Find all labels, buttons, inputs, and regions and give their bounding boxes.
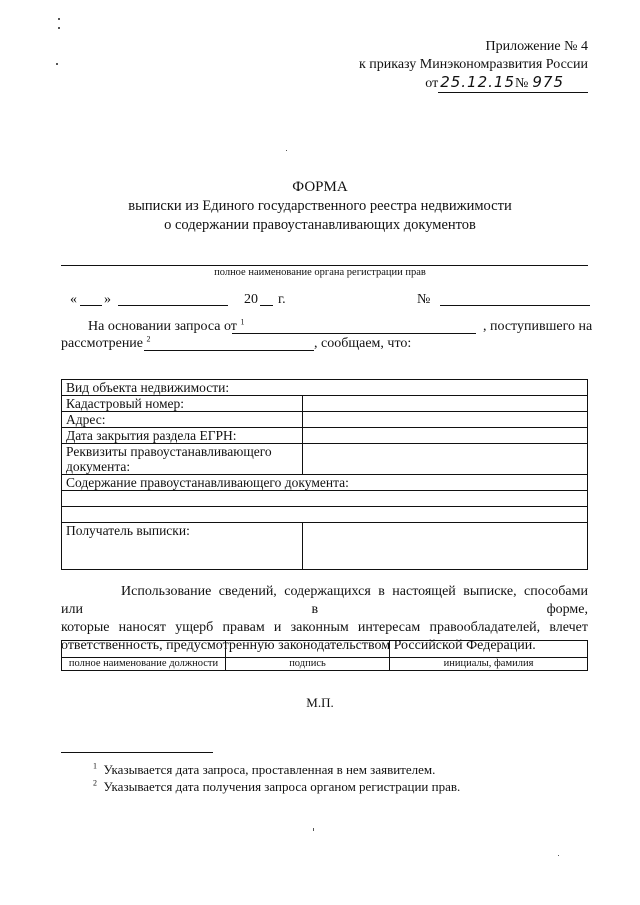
org-name-caption: полное наименование органа регистрации прав [214, 267, 426, 278]
signature-field[interactable] [226, 641, 390, 658]
footnote-2-text: Указывается дата получения запроса органом регистрации прав. [103, 779, 461, 794]
usage-warning-line3: ответственность, предусмотренную законодательством Российской Федерации. [61, 638, 536, 653]
recipient-value[interactable] [303, 523, 588, 570]
stamp-place: М.П. [306, 695, 334, 710]
date-quote-open: « [70, 292, 77, 307]
date-year-field[interactable] [260, 305, 273, 306]
scan-speck [58, 18, 60, 20]
footnote-separator [61, 752, 213, 753]
footnote-2-mark: 2 [93, 778, 97, 788]
signature-table [61, 640, 588, 671]
footnote-ref-2: 2 [146, 334, 151, 344]
address-value[interactable] [303, 412, 588, 428]
form-title: ФОРМА [292, 179, 348, 195]
order-date-number [425, 74, 588, 93]
content-value-2[interactable] [62, 507, 588, 523]
receipt-date-field[interactable] [144, 350, 314, 351]
position-field[interactable] [62, 641, 226, 658]
scan-speck [558, 855, 559, 856]
basis-text [88, 318, 244, 336]
consideration-text [61, 335, 151, 353]
cadastral-number-label: Кадастровый номер: [62, 396, 303, 412]
content-label: Содержание правоустанавливающего документа: [66, 475, 349, 490]
appendix-number: Приложение № 4 [485, 39, 588, 54]
order-date-prefix: от [425, 76, 439, 91]
order-number-label: № [515, 76, 529, 91]
footnote-1 [93, 762, 435, 778]
close-date-label: Дата закрытия раздела ЕГРН: [62, 428, 303, 444]
order-reference: к приказу Минэкономразвития России [358, 57, 588, 72]
order-date-handwritten: 25.12.15 [440, 73, 515, 91]
form-subtitle-line1: выписки из Единого государственного реестра недвижимости [128, 198, 512, 214]
footnote-2 [93, 779, 460, 795]
basis-label: На основании запроса от [88, 319, 237, 334]
scan-speck [313, 828, 314, 831]
signature-caption: подпись [226, 658, 390, 671]
request-date-field[interactable] [232, 333, 476, 334]
order-date [438, 74, 588, 93]
usage-warning-line2: которые наносят ущерб правам и законным интересам правообладателей, влечет [61, 620, 588, 635]
org-name-line[interactable] [61, 265, 588, 266]
scan-speck [56, 63, 58, 65]
cadastral-number-value[interactable] [303, 396, 588, 412]
close-date-value[interactable] [303, 428, 588, 444]
requisites-value[interactable] [303, 444, 588, 475]
extract-number-label: № [417, 292, 431, 307]
name-field[interactable] [390, 641, 588, 658]
received-text: , поступившего на [483, 319, 593, 334]
scan-speck [286, 150, 287, 151]
order-number-handwritten: 975 [532, 73, 564, 91]
address-label: Адрес: [62, 412, 303, 428]
extract-table [61, 379, 588, 570]
content-label-cell [62, 475, 588, 491]
date-year-suffix: г. [278, 292, 286, 307]
recipient-label: Получатель выписки: [62, 523, 303, 570]
date-day-field[interactable] [80, 305, 102, 306]
position-caption: полное наименование должности [62, 658, 226, 671]
form-subtitle-line2: о содержании правоустанавливающих документов [164, 217, 476, 233]
consideration-label: рассмотрение [61, 336, 144, 351]
date-quote-close: » [104, 292, 111, 307]
name-caption: инициалы, фамилия [390, 658, 588, 671]
footnote-1-text: Указывается дата запроса, проставленная в нем заявителем. [103, 762, 436, 777]
date-year-prefix: 20 [244, 292, 258, 307]
content-value-1[interactable] [62, 491, 588, 507]
usage-warning-line1: Использование сведений, содержащихся в настоящей выписке, способами или в форме, [61, 584, 588, 617]
footnote-ref-1: 1 [240, 317, 245, 327]
report-text: , сообщаем, что: [314, 336, 412, 351]
date-month-field[interactable] [118, 305, 228, 306]
scan-speck [58, 27, 60, 29]
extract-number-field[interactable] [440, 305, 590, 306]
requisites-label: Реквизиты правоустанавливающего документа: [62, 444, 303, 475]
object-type-cell[interactable] [62, 380, 588, 396]
object-type-label: Вид объекта недвижимости: [66, 380, 230, 395]
footnote-1-mark: 1 [93, 761, 97, 771]
